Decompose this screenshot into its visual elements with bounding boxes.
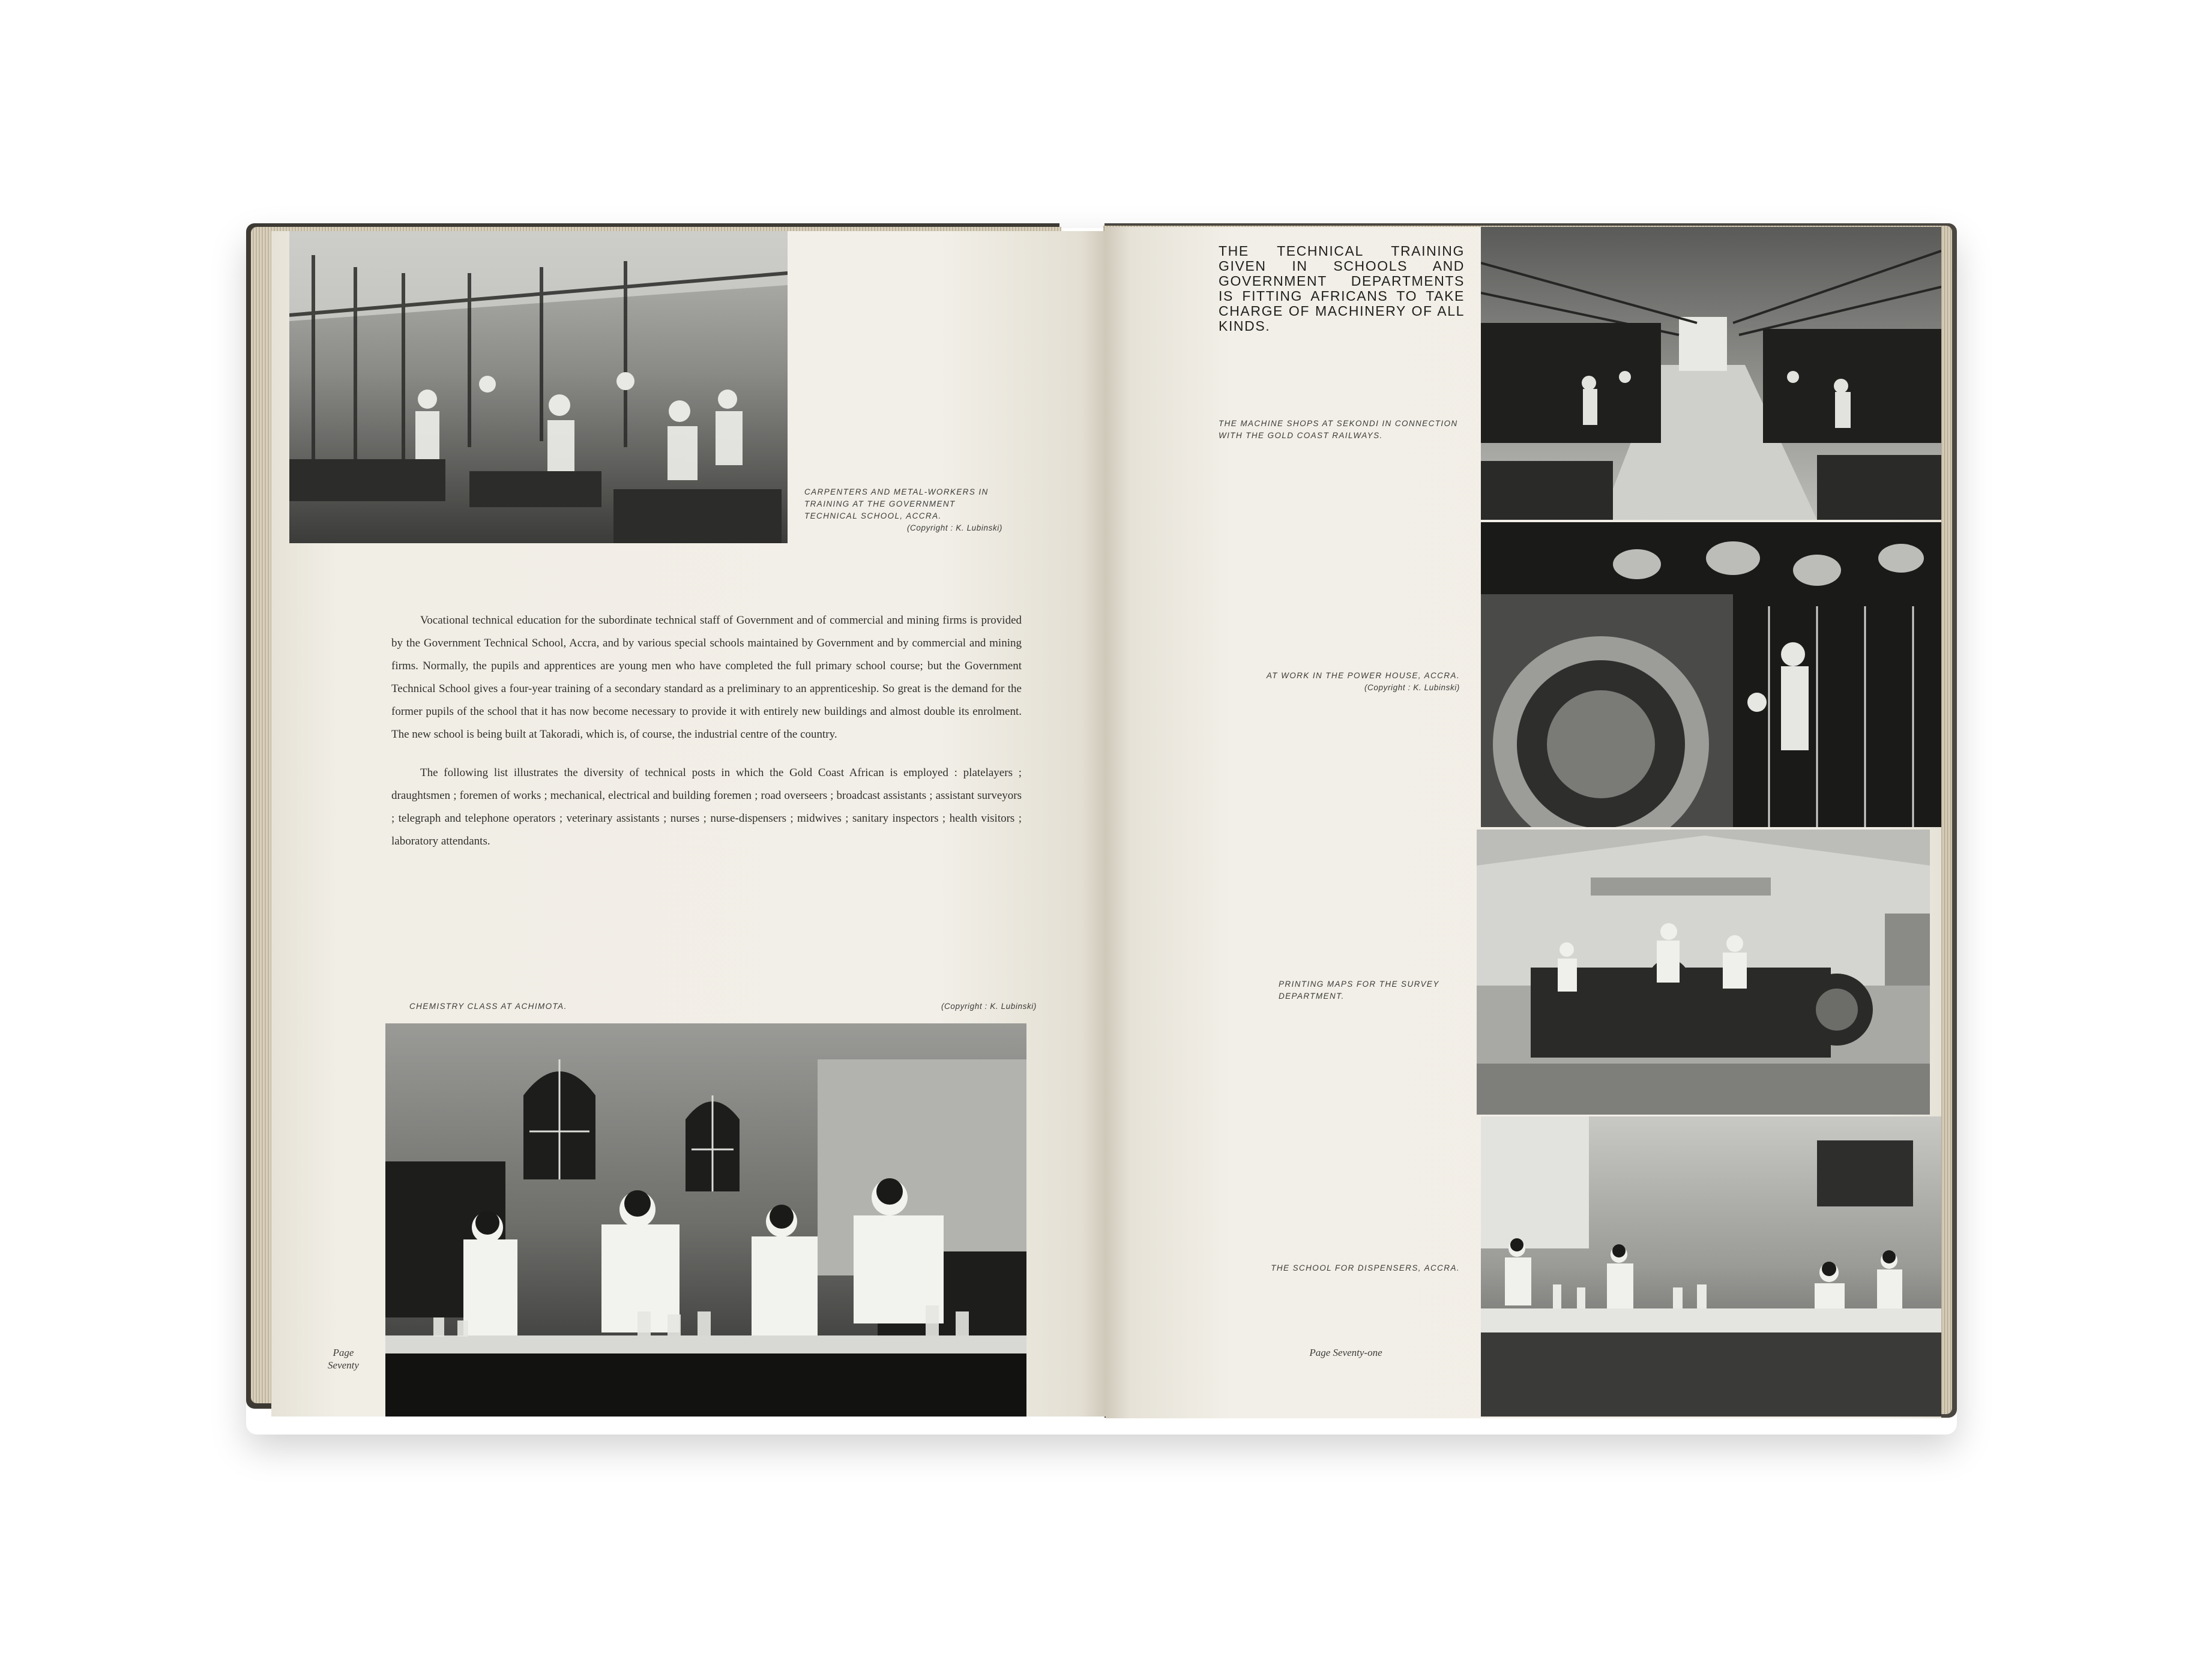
left-page xyxy=(271,231,1106,1417)
caption-carpenters-credit: (Copyright : K. Lubinski) xyxy=(906,523,1002,532)
paragraph-1: Vocational technical education for the subordinate technical staff of Government and of commercial and mining firms is provided by the Government Technical School, Accra, and by various special schools maintained by Government and by commercial and mining firms. Normally, the pupils and apprentices are young men who have completed the full primary school course; but the Government Technical School gives a four-year training of a secondary standard as a preliminary to an apprenticeship. So great is the demand for the former pupils of the school that it has now become necessary to provide it with entirely new buildings and almost double its enrolment. The new school is being built at Takoradi, which is, of course, the industrial centre of the country. xyxy=(391,614,1022,741)
body-text xyxy=(391,609,1022,869)
folio-left-line1: Page xyxy=(333,1347,354,1358)
caption-power-house xyxy=(1226,670,1460,694)
caption-chemistry-text: CHEMISTRY CLASS AT ACHIMOTA. xyxy=(409,1002,567,1011)
caption-chemistry-credit-wrap xyxy=(887,1001,1037,1013)
folio-left xyxy=(307,1346,379,1371)
folio-right: Page Seventy-one xyxy=(1309,1347,1382,1358)
photo-chemistry-class xyxy=(385,1023,1026,1417)
photo-power-house xyxy=(1481,522,1941,827)
caption-printing-maps-text: PRINTING MAPS FOR THE SURVEY DEPARTMENT. xyxy=(1279,980,1439,1001)
caption-chemistry xyxy=(409,1001,589,1013)
paragraph-2: The following list illustrates the diversity of technical posts in which the Gold Coast African is employed : platelayers ; draughtsmen ; foremen of works ; mechanical, electrical and building foremen ; road overseers ; broadcast assistants ; assistant surveyors ; telegraph and telephone operators ; veterinary assistants ; nurses ; nurse-dispensers ; midwives ; sanitary inspectors ; health visitors ; laboratory attendants. xyxy=(391,766,1022,848)
caption-chemistry-credit: (Copyright : K. Lubinski) xyxy=(941,1002,1037,1011)
caption-carpenters-text: CARPENTERS AND METAL-WORKERS IN TRAINING AT THE GOVERNMENT TECHNICAL SCHOOL, ACCRA. xyxy=(804,487,989,520)
caption-power-house-credit: (Copyright : K. Lubinski) xyxy=(1364,683,1460,692)
caption-power-house-text: AT WORK IN THE POWER HOUSE, ACCRA. xyxy=(1266,671,1460,680)
photo-carpenters-workshop xyxy=(289,231,788,543)
right-page xyxy=(1106,227,1941,1418)
folio-left-line2: Seventy xyxy=(328,1359,359,1371)
caption-dispensers-text: THE SCHOOL FOR DISPENSERS, ACCRA. xyxy=(1271,1263,1460,1272)
headline: THE TECHNICAL TRAINING GIVEN IN SCHOOLS AND GOVERNMENT DEPARTMENTS IS FITTING AFRICANS TO TAKE CHARGE OF MACHINERY OF ALL KINDS. xyxy=(1219,243,1465,334)
caption-machine-shops xyxy=(1219,418,1459,442)
photo-dispensers-school xyxy=(1481,1116,1941,1417)
photo-machine-shops xyxy=(1481,227,1941,520)
caption-carpenters xyxy=(804,486,1002,534)
photo-printing-maps xyxy=(1477,830,1930,1115)
caption-printing-maps xyxy=(1279,978,1447,1002)
caption-dispensers xyxy=(1250,1262,1460,1274)
caption-machine-shops-text: THE MACHINE SHOPS AT SEKONDI IN CONNECTION WITH THE GOLD COAST RAILWAYS. xyxy=(1219,419,1458,440)
